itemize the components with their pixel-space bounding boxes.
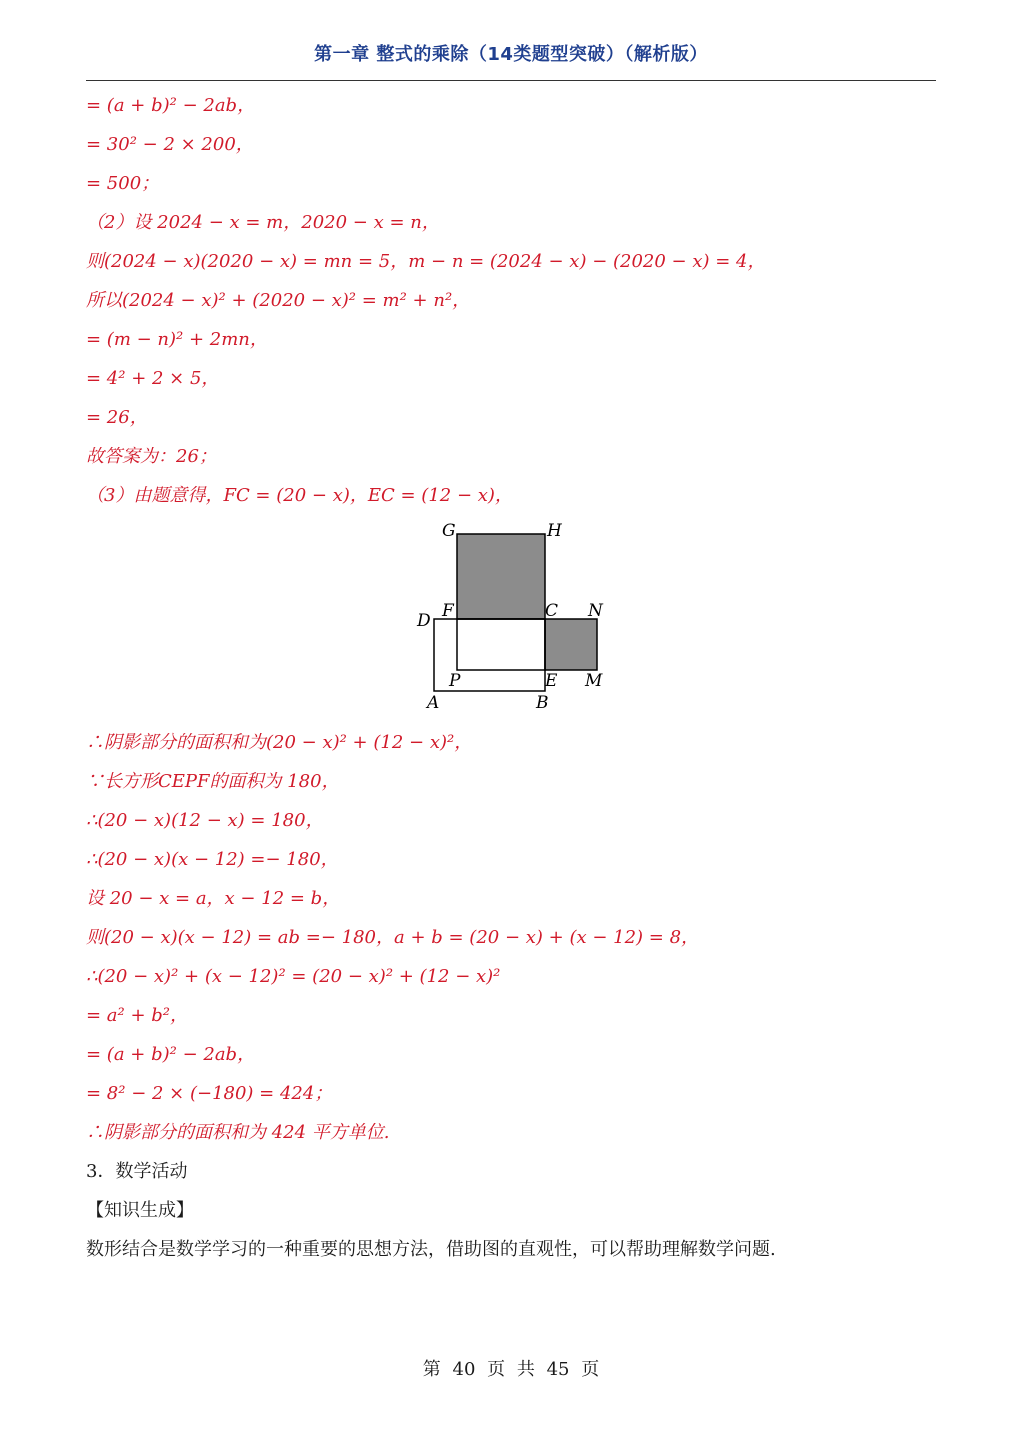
header-divider — [86, 80, 936, 81]
solution-line: （3）由题意得，FC = (20 − x)，EC = (12 − x)， — [86, 485, 513, 506]
solution-line: 故答案为：26； — [86, 446, 217, 467]
rectangle-cepf — [457, 619, 545, 670]
solution-line: ∵长方形CEPF的面积为 180， — [86, 771, 340, 792]
label-p: P — [449, 671, 461, 691]
solution-line: 所以(2024 − x)² + (2020 − x)² = m² + n²， — [86, 290, 471, 311]
solution-line: 则(20 − x)(x − 12) = ab =− 180，a + b = (20 − x) + (x − 12) = 8， — [86, 927, 700, 948]
solution-line: = 30² − 2 × 200， — [86, 134, 254, 155]
geometry-figure — [406, 516, 616, 716]
label-d: D — [417, 611, 431, 631]
solution-line: ∴阴影部分的面积和为 424 平方单位. — [86, 1122, 390, 1143]
solution-line: = a² + b²， — [86, 1005, 189, 1026]
label-e: E — [545, 671, 558, 691]
label-h: H — [547, 521, 562, 541]
label-g: G — [442, 521, 456, 541]
solution-line: ∴(20 − x)(x − 12) =− 180， — [86, 849, 339, 870]
page-number-footer: 第 40 页 共 45 页 — [422, 1359, 600, 1380]
solution-line: = (a + b)² − 2ab， — [86, 95, 256, 116]
solution-line: ∴阴影部分的面积和为(20 − x)² + (12 − x)²， — [86, 732, 473, 753]
label-c: C — [545, 601, 559, 621]
label-m: M — [585, 671, 603, 691]
solution-line: = 4² + 2 × 5， — [86, 368, 220, 389]
solution-line: = 8² − 2 × (−180) = 424； — [86, 1083, 333, 1104]
label-n: N — [588, 601, 603, 621]
solution-line: 则(2024 − x)(2020 − x) = mn = 5，m − n = (2024 − x) − (2020 − x) = 4， — [86, 251, 766, 272]
label-a: A — [427, 693, 440, 713]
solution-line: = 500； — [86, 173, 160, 194]
shaded-square-fghc — [457, 534, 545, 619]
solution-line: ∴(20 − x)² + (x − 12)² = (20 − x)² + (12 − x)² — [86, 966, 501, 987]
solution-line: = (a + b)² − 2ab， — [86, 1044, 256, 1065]
page-header-title: 第一章 整式的乘除（14类题型突破）（解析版） — [314, 44, 708, 65]
label-f: F — [442, 601, 454, 621]
solution-line: ∴(20 − x)(12 − x) = 180， — [86, 810, 324, 831]
label-b: B — [536, 693, 549, 713]
solution-line: = 26， — [86, 407, 148, 428]
solution-line: 设 20 − x = a，x − 12 = b， — [86, 888, 341, 909]
section-heading: 3．数学活动 — [86, 1161, 188, 1182]
section-body-text: 数形结合是数学学习的一种重要的思想方法，借助图的直观性，可以帮助理解数学问题. — [86, 1239, 776, 1260]
solution-line: = (m − n)² + 2mn， — [86, 329, 268, 350]
section-subheading: 【知识生成】 — [86, 1200, 194, 1221]
solution-line: （2）设 2024 − x = m，2020 − x = n， — [86, 212, 440, 233]
shaded-square-cemn — [545, 619, 597, 670]
